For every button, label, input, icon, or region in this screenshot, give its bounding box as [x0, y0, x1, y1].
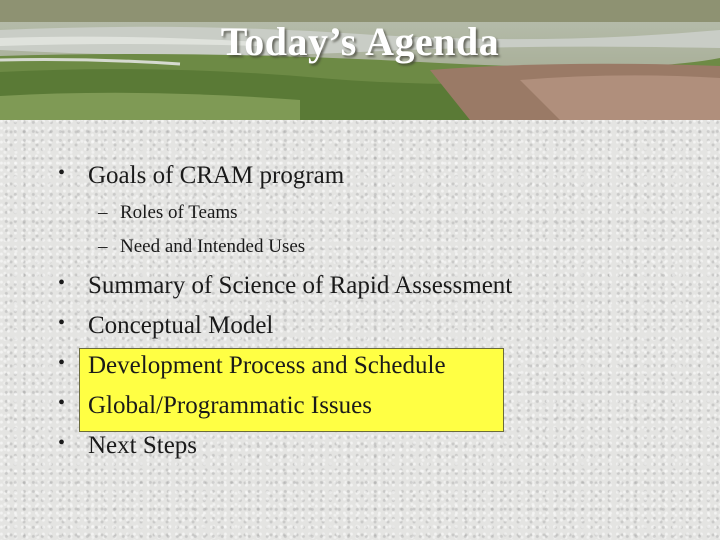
agenda-item-label: Goals of CRAM program: [88, 162, 345, 189]
dash-icon: –: [98, 236, 108, 257]
bullet-icon: •: [58, 272, 66, 294]
agenda-item-label: Development Process and Schedule: [88, 352, 446, 379]
bullet-icon: •: [58, 432, 66, 454]
bullet-icon: •: [58, 352, 66, 374]
dash-icon: –: [98, 202, 108, 223]
bullet-icon: •: [58, 162, 66, 184]
bullet-icon: •: [58, 392, 66, 414]
sub-item-label: Need and Intended Uses: [120, 236, 306, 257]
sub-item-label: Roles of Teams: [120, 202, 238, 223]
agenda-item-label: Summary of Science of Rapid Assessment: [88, 272, 513, 299]
bullet-icon: •: [58, 312, 66, 334]
header-banner-image: [0, 0, 720, 120]
agenda-item-label: Next Steps: [88, 432, 198, 459]
agenda-item-label: Global/Programmatic Issues: [88, 392, 372, 419]
slide-title: Today’s Agenda: [220, 19, 500, 64]
agenda-item-label: Conceptual Model: [88, 312, 274, 339]
